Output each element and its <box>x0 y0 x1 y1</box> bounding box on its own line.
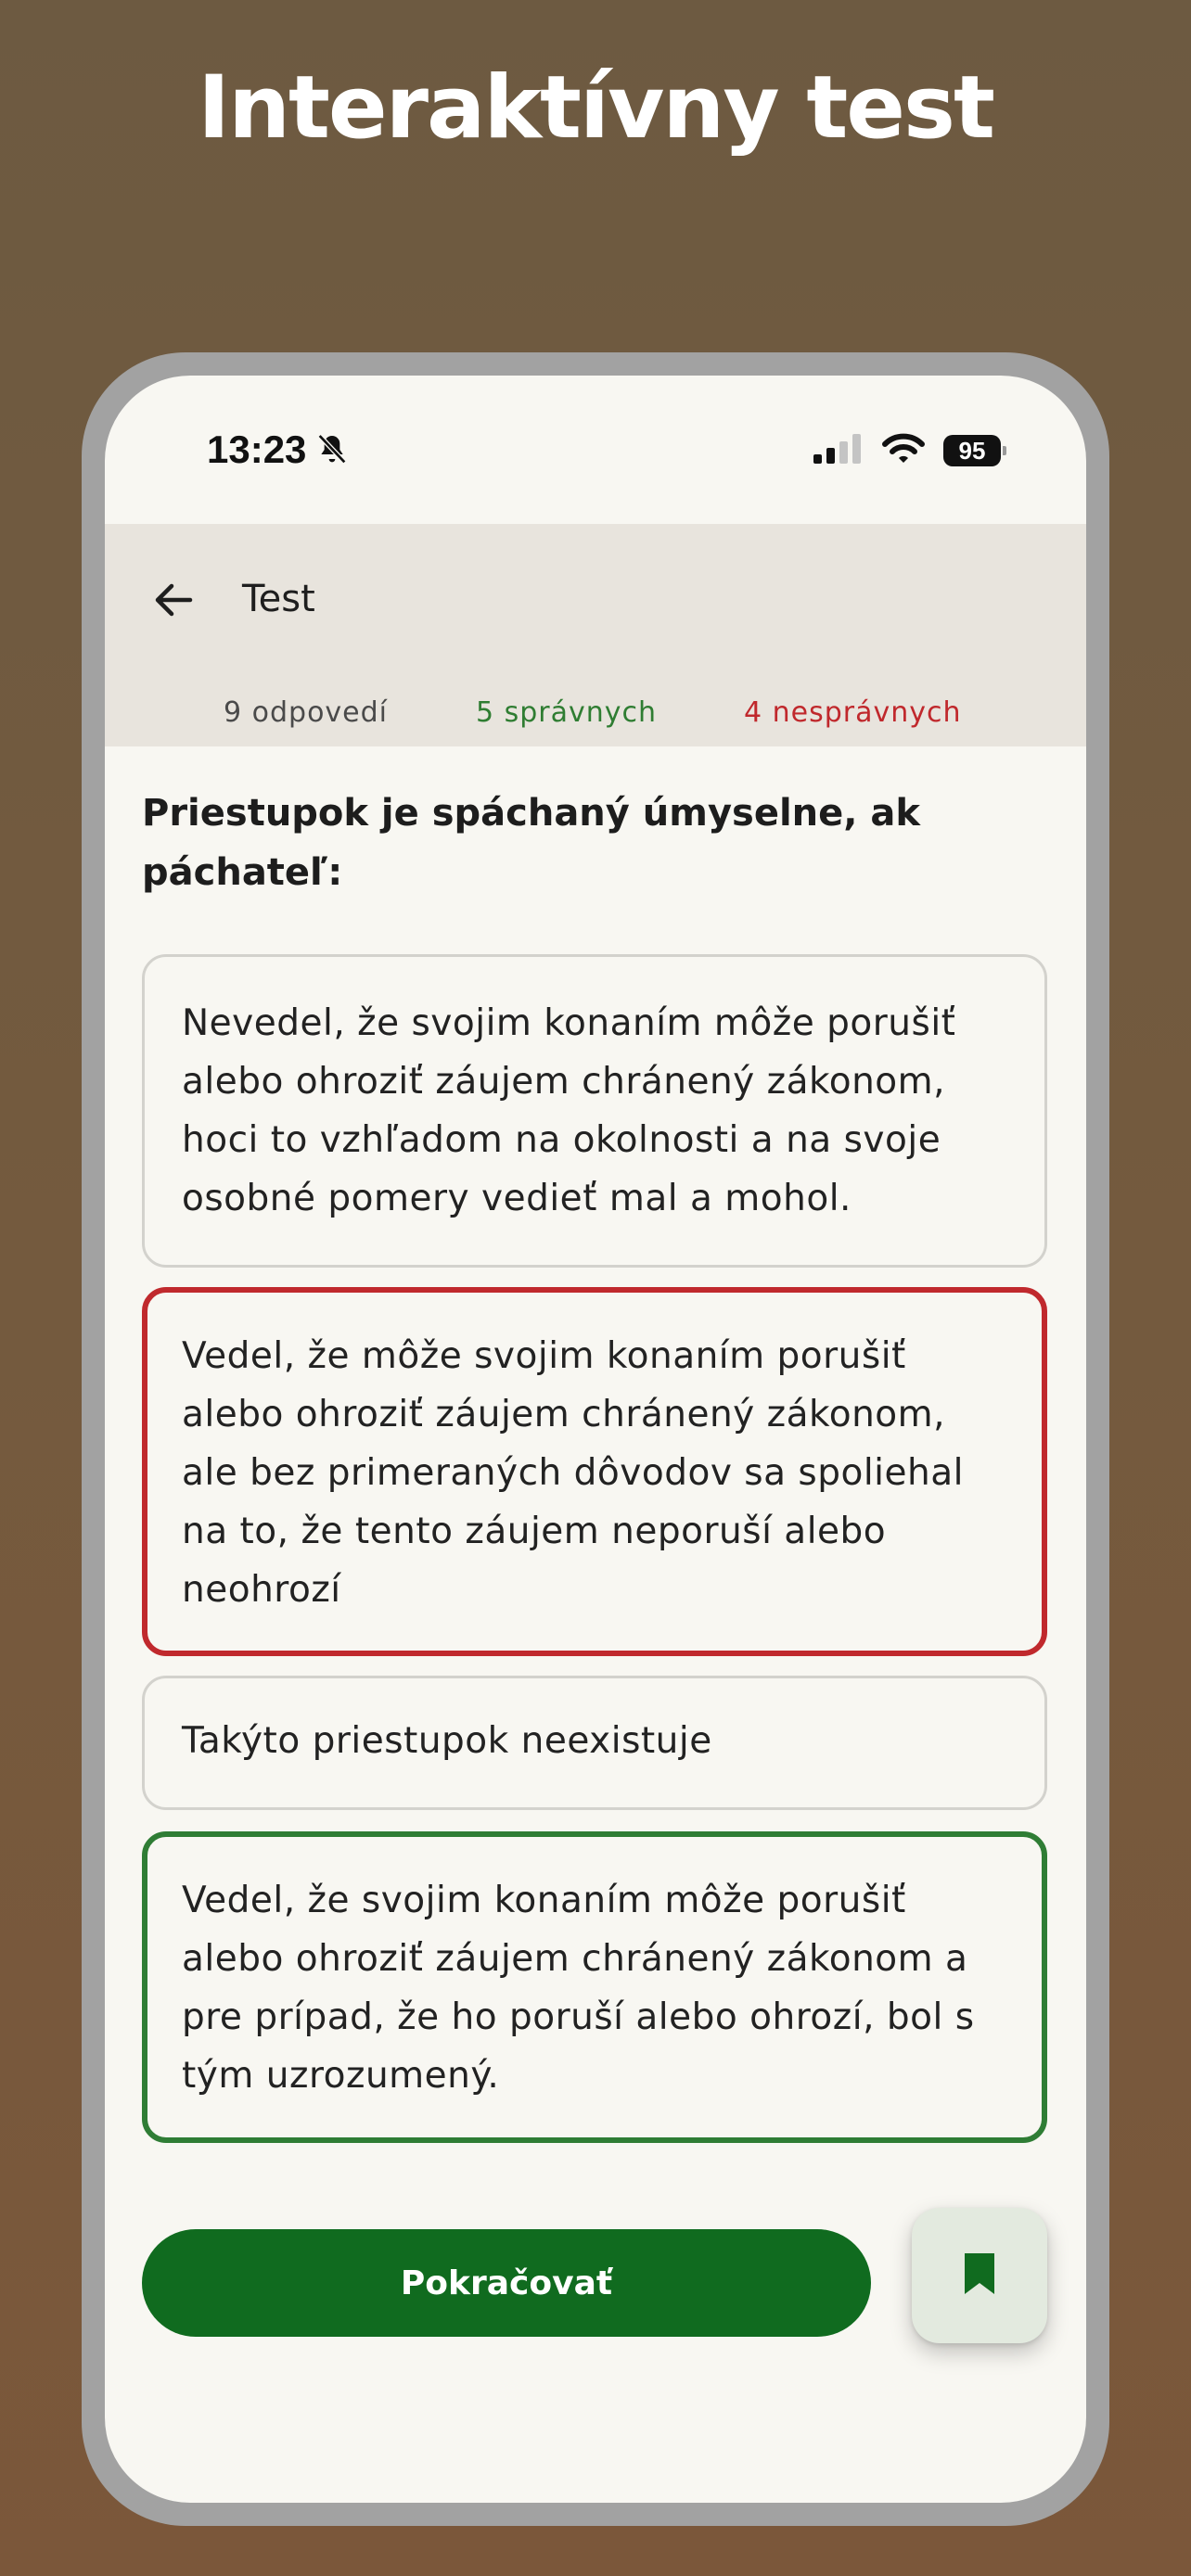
continue-button[interactable] <box>142 2229 871 2337</box>
status-bar-time-group <box>207 427 351 472</box>
status-time: 13:23 <box>207 427 307 471</box>
bell-slash-icon <box>314 431 351 468</box>
question-text: Priestupok je spáchaný úmyselne, ak páchateľ: <box>142 792 920 894</box>
wrong-count: 4 nesprávnych <box>744 696 962 729</box>
answer-option-2-wrong[interactable]: Vedel, že môže svojim konaním porušiť alebo ohroziť záujem chránený zákonom, ale bez primeraných dôvodov sa spoliehal na to, že tento záujem neporuší alebo neohrozí <box>142 1287 1047 1656</box>
continue-label: Pokračovať <box>400 2264 613 2302</box>
arrow-left-icon <box>151 578 196 626</box>
bookmark-button[interactable] <box>912 2208 1047 2343</box>
wifi-icon <box>882 433 925 468</box>
status-bar-right <box>813 433 1001 468</box>
answer-option-1[interactable]: Nevedel, že svojim konaním môže porušiť alebo ohroziť záujem chránený zákonom, hoci to vzhľadom na okolnosti a na svoje osobné pomery vedieť mal a mohol. <box>142 954 1047 1268</box>
app-header <box>105 524 1086 746</box>
back-button[interactable] <box>146 574 201 630</box>
answer-option-3[interactable]: Takýto priestupok neexistuje <box>142 1676 1047 1810</box>
hero-title: Interaktívny test <box>198 57 993 159</box>
cellular-signal-icon <box>813 434 864 467</box>
correct-count: 5 správnych <box>476 696 658 729</box>
answer-option-4-correct[interactable]: Vedel, že svojim konaním môže porušiť alebo ohroziť záujem chránený zákonom a pre prípad, že ho poruší alebo ohrozí, bol s tým uzrozumený. <box>142 1831 1047 2143</box>
page-title: Test <box>242 578 315 620</box>
bookmark-icon <box>961 2251 998 2300</box>
battery-icon: 95 <box>943 435 1001 466</box>
phone-screen <box>105 376 1086 2503</box>
answers-count: 9 odpovedí <box>224 696 389 729</box>
